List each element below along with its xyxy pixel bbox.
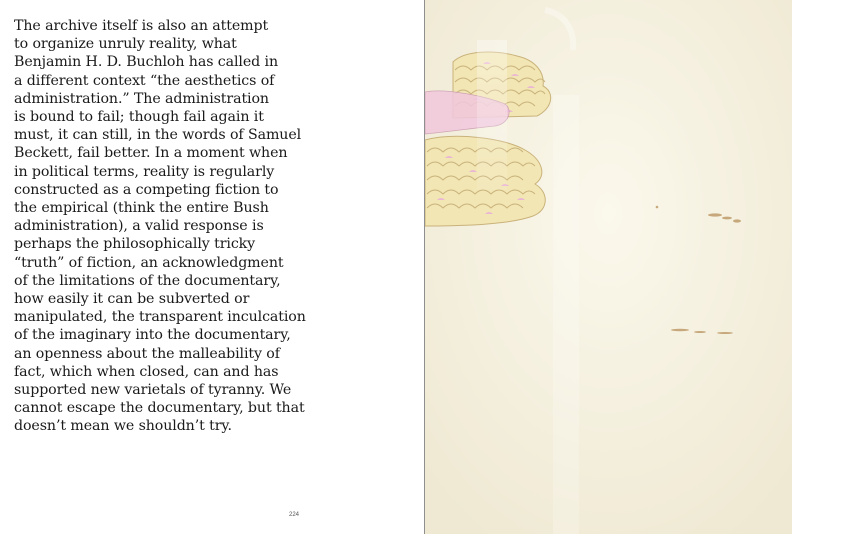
artwork-drawing [425,0,792,534]
essay-paragraph [14,17,314,436]
text-line: Benjamin H. D. Buchloh has called in [14,54,279,71]
text-line: the empirical (think the entire Bush [14,200,269,217]
text-line: fact, which when closed, can and has [14,363,279,380]
tape-mark [553,95,579,534]
text-line: constructed as a competing fiction to [14,181,279,198]
page-number: 224 [288,512,299,518]
text-line: administration.” The administration [14,90,269,107]
outer-margin [792,0,850,534]
text-line: administration), a valid response is [14,218,264,235]
text-line: “truth” of fiction, an acknowledgment [14,254,284,271]
text-line: to organize unruly reality, what [14,36,237,53]
text-line: supported new varietals of tyranny. We [14,382,292,399]
text-line: how easily it can be subverted or [14,291,250,308]
text-line: of the limitations of the documentary, [14,272,281,289]
text-line: must, it can still, in the words of Samuel [14,127,302,144]
text-line: is bound to fail; though fail again it [14,109,264,126]
text-line: Beckett, fail better. In a moment when [14,145,288,162]
text-line: a different context “the aesthetics of [14,72,275,89]
text-line: an openness about the malleability of [14,345,280,362]
tape-mark [477,40,507,190]
text-line: doesn’t mean we shouldn’t try. [14,418,232,435]
text-line: cannot escape the documentary, but that [14,400,305,417]
text-line: in political terms, reality is regularly [14,163,275,180]
text-line: perhaps the philosophically tricky [14,236,256,253]
text-line: of the imaginary into the documentary, [14,327,291,344]
text-line: The archive itself is also an attempt [14,18,269,34]
left-page [0,0,424,534]
text-line: manipulated, the transparent inculcation [14,309,306,326]
right-page-artwork [425,0,792,534]
